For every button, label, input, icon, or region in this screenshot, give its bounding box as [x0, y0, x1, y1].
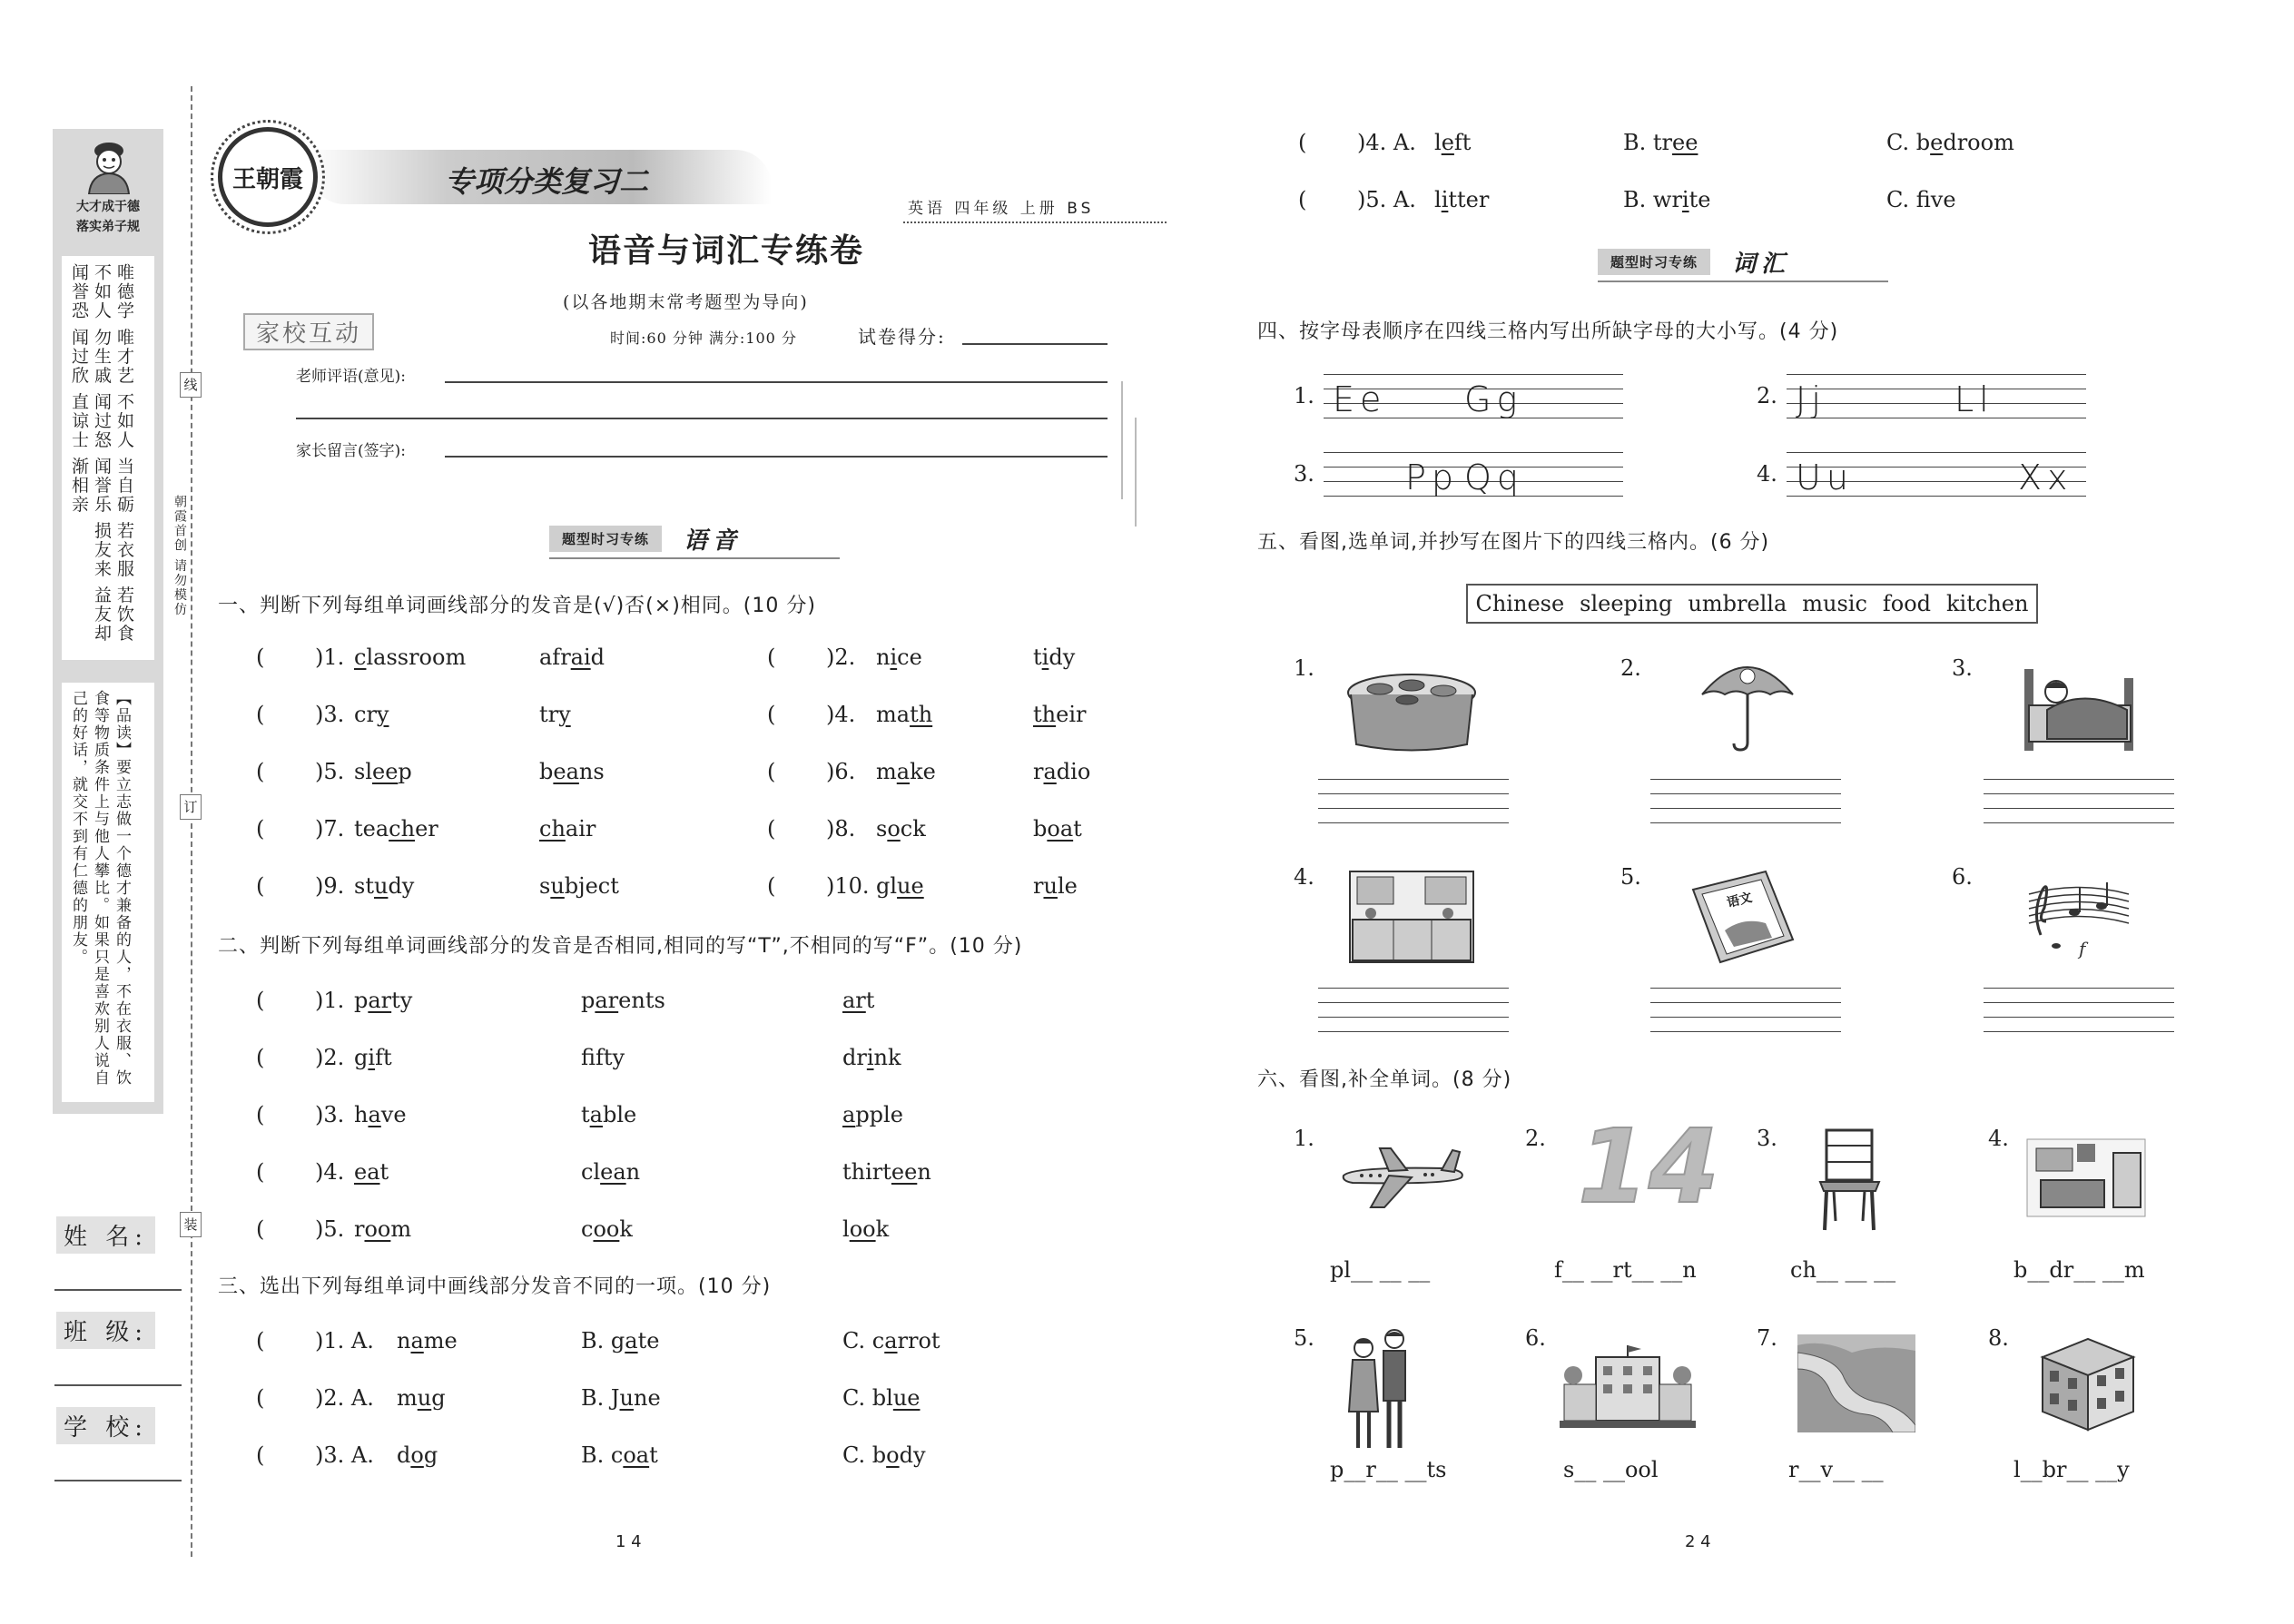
- q2-word: art: [842, 988, 875, 1013]
- q1-answer-paren[interactable]: (: [767, 816, 776, 842]
- q1-item-number: )6.: [826, 759, 856, 784]
- q1-word-a: glue: [876, 873, 924, 899]
- q1-item-number: )5.: [315, 759, 345, 784]
- section-tag-vocab: 题型时习专练 词汇: [1598, 245, 1790, 279]
- class-input-line[interactable]: [54, 1384, 182, 1386]
- q3-answer-paren[interactable]: (: [256, 1442, 265, 1468]
- q1-item-number: )9.: [315, 873, 345, 899]
- umbrella-picture: [1698, 654, 1797, 757]
- score-input-line[interactable]: [962, 343, 1108, 345]
- word-bank: [1466, 584, 2038, 624]
- q5-num-2: 2.: [1620, 655, 1641, 681]
- q2-item-number: )1.: [315, 988, 345, 1013]
- q1-answer-paren[interactable]: (: [256, 702, 265, 727]
- q2-word: ffty: [581, 1045, 625, 1070]
- q6-word-6: s__ __ool: [1563, 1457, 1659, 1482]
- q3-option-c: C. blue: [842, 1385, 921, 1411]
- q5-num-4: 4.: [1294, 864, 1314, 890]
- binding-dashed-line: [191, 86, 192, 1557]
- name-input-line[interactable]: [54, 1289, 182, 1291]
- q3-item-number: )4. A.: [1357, 130, 1416, 155]
- school-label: 学 校:: [56, 1407, 155, 1444]
- q6-num-8: 8.: [1988, 1325, 2009, 1351]
- food-table-picture: [1344, 667, 1480, 757]
- q5-num-5: 5.: [1620, 864, 1641, 890]
- q6-word-8: l__br__ __y: [2013, 1457, 2130, 1482]
- q2-item-number: )4.: [315, 1159, 345, 1185]
- q4-given-letters: Uu: [1796, 458, 1854, 497]
- q5-num-3: 3.: [1952, 655, 1973, 681]
- q4-title: 四、按字母表顺序在四线三格内写出所缺字母的大小写。(4 分): [1257, 320, 1839, 343]
- q1-word-a: classroom: [354, 645, 467, 670]
- q1-word-b: try: [539, 702, 571, 727]
- q6-num-3: 3.: [1757, 1126, 1777, 1151]
- teacher-comment-line-1[interactable]: [445, 381, 1108, 383]
- parents-picture: [1344, 1325, 1416, 1456]
- q6-word-3: ch__ __ __: [1790, 1257, 1896, 1283]
- kitchen-picture: [1348, 870, 1475, 969]
- q6-word-7: r__v__ __: [1788, 1457, 1884, 1482]
- music-notes-picture: [2024, 871, 2133, 966]
- q1-item-number: )10.: [826, 873, 870, 899]
- q2-answer-paren[interactable]: (: [256, 1216, 265, 1242]
- q5-answer-2[interactable]: [1650, 779, 1841, 822]
- word-bank-item: kitchen: [1946, 591, 2029, 616]
- river-picture: [1797, 1334, 1915, 1436]
- q1-word-b: radio: [1033, 759, 1091, 784]
- school-input-line[interactable]: [54, 1480, 182, 1481]
- q1-answer-paren[interactable]: (: [767, 702, 776, 727]
- q1-word-a: math: [876, 702, 933, 727]
- q1-word-a: study: [354, 873, 415, 899]
- q1-answer-paren[interactable]: (: [767, 873, 776, 899]
- q2-answer-paren[interactable]: (: [256, 1102, 265, 1127]
- bedroom-picture: [2023, 1135, 2150, 1225]
- q4-writing-box[interactable]: [1787, 452, 2086, 496]
- word-bank-item: Chinese: [1475, 591, 1565, 616]
- q1-item-number: )1.: [315, 645, 345, 670]
- q1-word-a: sleep: [354, 759, 412, 784]
- paper-title: 语音与词汇专练卷: [588, 231, 865, 270]
- section-tag-phonics: 题型时习专练 语音: [549, 522, 742, 556]
- q6-word-5: p__r__ __ts: [1330, 1457, 1447, 1482]
- q1-item-number: )7.: [315, 816, 345, 842]
- word-bank-item: food: [1882, 591, 1932, 616]
- q1-word-a: make: [876, 759, 936, 784]
- chair-picture: [1816, 1126, 1884, 1238]
- q6-word-1: pl__ __ __: [1330, 1257, 1431, 1283]
- q3-answer-paren[interactable]: (: [256, 1328, 265, 1353]
- q4-given-letters: Ee: [1333, 379, 1387, 419]
- q4-item-number: 2.: [1757, 383, 1777, 408]
- q3-item-number: )5. A.: [1357, 187, 1416, 212]
- q1-item-number: )8.: [826, 816, 856, 842]
- word-bank-item: umbrella: [1688, 591, 1787, 616]
- q3-option-a: left: [1434, 130, 1472, 155]
- q3-item-number: )2. A.: [315, 1385, 374, 1411]
- q6-num-4: 4.: [1988, 1126, 2009, 1151]
- q4-item-number: 1.: [1294, 383, 1314, 408]
- q5-answer-6[interactable]: [1984, 988, 2174, 1031]
- q1-word-b: beans: [539, 759, 605, 784]
- q3-answer-paren[interactable]: (: [1298, 130, 1307, 155]
- q1-answer-paren[interactable]: (: [767, 759, 776, 784]
- book-label: 语文: [1725, 890, 1754, 911]
- q3-answer-paren[interactable]: (: [1298, 187, 1307, 212]
- number-fourteen-picture: 14: [1578, 1108, 1719, 1226]
- q1-answer-paren[interactable]: (: [256, 873, 265, 899]
- q5-answer-5[interactable]: [1650, 988, 1841, 1031]
- q3-option-b: B. June: [581, 1385, 661, 1411]
- q6-title: 六、看图,补全单词。(8 分): [1257, 1068, 1512, 1091]
- teacher-comment-line-2[interactable]: [296, 418, 1108, 419]
- q1-word-a: sock: [876, 816, 926, 842]
- word-bank-item: music: [1802, 591, 1867, 616]
- svg-text:f: f: [2079, 938, 2086, 960]
- q6-num-5: 5.: [1294, 1325, 1314, 1351]
- q2-word: thirteen: [842, 1159, 931, 1185]
- q2-title: 二、判断下列每组单词画线部分的发音是否相同,相同的写“T”,不相同的写“F”。(10 分): [218, 935, 1023, 958]
- q2-item-number: )5.: [315, 1216, 345, 1242]
- q1-word-a: nice: [876, 645, 922, 670]
- copyright-note: 朝霞首创 请勿模仿: [172, 495, 187, 617]
- q1-item-number: )3.: [315, 702, 345, 727]
- q5-answer-3[interactable]: [1984, 779, 2174, 822]
- q3-option-b: B. gate: [581, 1328, 660, 1353]
- q1-word-b: afraid: [539, 645, 605, 670]
- q2-word: room: [354, 1216, 412, 1242]
- q3-option-b: B. coat: [581, 1442, 658, 1468]
- q2-word: cook: [581, 1216, 633, 1242]
- q1-answer-paren[interactable]: (: [256, 759, 265, 784]
- parent-comment-label: 家长留言(签字):: [296, 442, 406, 460]
- q1-answer-paren[interactable]: (: [767, 645, 776, 670]
- q1-word-b: their: [1033, 702, 1087, 727]
- school-picture: [1560, 1343, 1696, 1433]
- q4-given-letters: Xx: [2018, 458, 2073, 497]
- teacher-comment-label: 老师评语(意见):: [296, 368, 406, 386]
- q4-given-letters: Jj: [1796, 379, 1826, 419]
- q4-item-number: 3.: [1294, 461, 1314, 487]
- q2-word: have: [354, 1102, 407, 1127]
- paper-subtitle: (以各地期末常考题型为导向): [563, 292, 809, 312]
- q2-answer-paren[interactable]: (: [256, 1159, 265, 1185]
- chinese-book-picture: [1689, 867, 1797, 970]
- q1-word-b: subject: [539, 873, 619, 899]
- q4-writing-box[interactable]: [1324, 374, 1623, 418]
- q6-num-2: 2.: [1525, 1126, 1546, 1151]
- word-bank-item: sleeping: [1580, 591, 1673, 616]
- sidebar-panel: [53, 129, 163, 1114]
- q1-item-number: )2.: [826, 645, 856, 670]
- q2-word: apple: [842, 1102, 903, 1127]
- q4-writing-box[interactable]: [1787, 374, 2086, 418]
- q5-answer-4[interactable]: [1318, 988, 1509, 1031]
- q3-option-a: litter: [1434, 187, 1490, 212]
- cut-mark-install: 装: [180, 1212, 202, 1237]
- q3-option-c: C. body: [842, 1442, 926, 1468]
- series-title: 专项分类复习二: [445, 164, 649, 199]
- name-label: 姓 名:: [56, 1216, 155, 1254]
- q2-word: eat: [354, 1159, 389, 1185]
- q6-num-7: 7.: [1757, 1325, 1777, 1351]
- q6-word-4: b__dr__ __m: [2013, 1257, 2145, 1283]
- q1-answer-paren[interactable]: (: [256, 816, 265, 842]
- q3-option-a: mug: [397, 1385, 446, 1411]
- page-number-right: 2 4: [1685, 1532, 1711, 1551]
- q1-title: 一、判断下列每组单词画线部分的发音是(√)否(×)相同。(10 分): [218, 595, 816, 617]
- q2-word: clean: [581, 1159, 641, 1185]
- q1-word-b: boat: [1033, 816, 1082, 842]
- cut-mark-bind: 订: [180, 794, 202, 820]
- q2-word: gift: [354, 1045, 392, 1070]
- q6-num-1: 1.: [1294, 1126, 1314, 1151]
- page-number-left: 1 4: [615, 1532, 642, 1551]
- brand-logo: 王朝霞: [218, 127, 318, 227]
- q5-answer-1[interactable]: [1318, 779, 1509, 822]
- home-school-badge: 家校互动: [243, 313, 374, 350]
- time-info: 时间:60 分钟 满分:100 分: [610, 330, 797, 347]
- q1-word-b: rule: [1033, 873, 1078, 899]
- sleeping-picture: [2020, 655, 2138, 759]
- q1-answer-paren[interactable]: (: [256, 645, 265, 670]
- subject-tag: 英语 四年级 上册 BS: [908, 200, 1095, 218]
- q1-word-a: cry: [354, 702, 389, 727]
- sidebar-poem: 唯德学 唯才艺 不如人 当自砺 若衣服 若饮食 不如人 勿生戚 闻过怒 闻誉乐 损友来 益友却 闻誉恐 闻过欣 直谅士 渐相亲: [69, 263, 134, 644]
- q2-answer-paren[interactable]: (: [256, 988, 265, 1013]
- score-label: 试卷得分:: [858, 326, 946, 348]
- q5-title: 五、看图,选单词,并抄写在图片下的四线三格内。(6 分): [1257, 531, 1770, 554]
- q4-writing-box[interactable]: [1324, 452, 1623, 496]
- q3-option-c: C. carrot: [842, 1328, 940, 1353]
- q5-num-1: 1.: [1294, 655, 1314, 681]
- q3-option-a: name: [397, 1328, 458, 1353]
- q2-item-number: )3.: [315, 1102, 345, 1127]
- q3-title: 三、选出下列每组单词中画线部分发音不同的一项。(10 分): [218, 1275, 772, 1298]
- cut-mark-line: 线: [180, 372, 202, 398]
- q2-word: drink: [842, 1045, 901, 1070]
- q2-word: party: [354, 988, 413, 1013]
- q2-word: table: [581, 1102, 637, 1127]
- parent-comment-line[interactable]: [445, 456, 1108, 458]
- q1-word-b: tidy: [1033, 645, 1076, 670]
- q2-word: look: [842, 1216, 890, 1242]
- q3-option-b: B. tree: [1623, 130, 1698, 155]
- q1-word-b: chair: [539, 816, 596, 842]
- q4-item-number: 4.: [1757, 461, 1777, 487]
- q3-option-b: B. write: [1623, 187, 1711, 212]
- q1-item-number: )4.: [826, 702, 856, 727]
- q6-word-2: f__ __rt__ __n: [1554, 1257, 1697, 1283]
- sidebar-reading: 【品读】要立志做一个德才兼备的人，不在衣服、饮食等物质条件上与他人攀比。如果只是喜欢别人说自己的好话，就交不到有仁德的朋友。: [69, 690, 131, 1087]
- q5-num-6: 6.: [1952, 864, 1973, 890]
- q3-item-number: )3. A.: [315, 1442, 374, 1468]
- sidebar-mascot: [82, 138, 136, 194]
- q4-given-letters: Ll: [1954, 379, 1994, 419]
- q4-given-letters: Pp: [1405, 458, 1460, 497]
- q2-word: parents: [581, 988, 665, 1013]
- library-picture: [2024, 1334, 2142, 1438]
- q3-option-a: dog: [397, 1442, 438, 1468]
- q1-word-a: teacher: [354, 816, 438, 842]
- q4-given-letters: Gg: [1464, 379, 1523, 419]
- q2-answer-paren[interactable]: (: [256, 1045, 265, 1070]
- sidebar-motto: 大才成于德 落实弟子规: [76, 200, 140, 234]
- q3-item-number: )1. A.: [315, 1328, 374, 1353]
- q2-item-number: )2.: [315, 1045, 345, 1070]
- q4-given-letters: Qq: [1464, 458, 1525, 497]
- class-label: 班 级:: [56, 1312, 155, 1349]
- plane-picture: [1334, 1139, 1471, 1216]
- q3-option-c: C. fve: [1886, 187, 1956, 212]
- q3-option-c: C. bedroom: [1886, 130, 2014, 155]
- q6-num-6: 6.: [1525, 1325, 1546, 1351]
- q3-answer-paren[interactable]: (: [256, 1385, 265, 1411]
